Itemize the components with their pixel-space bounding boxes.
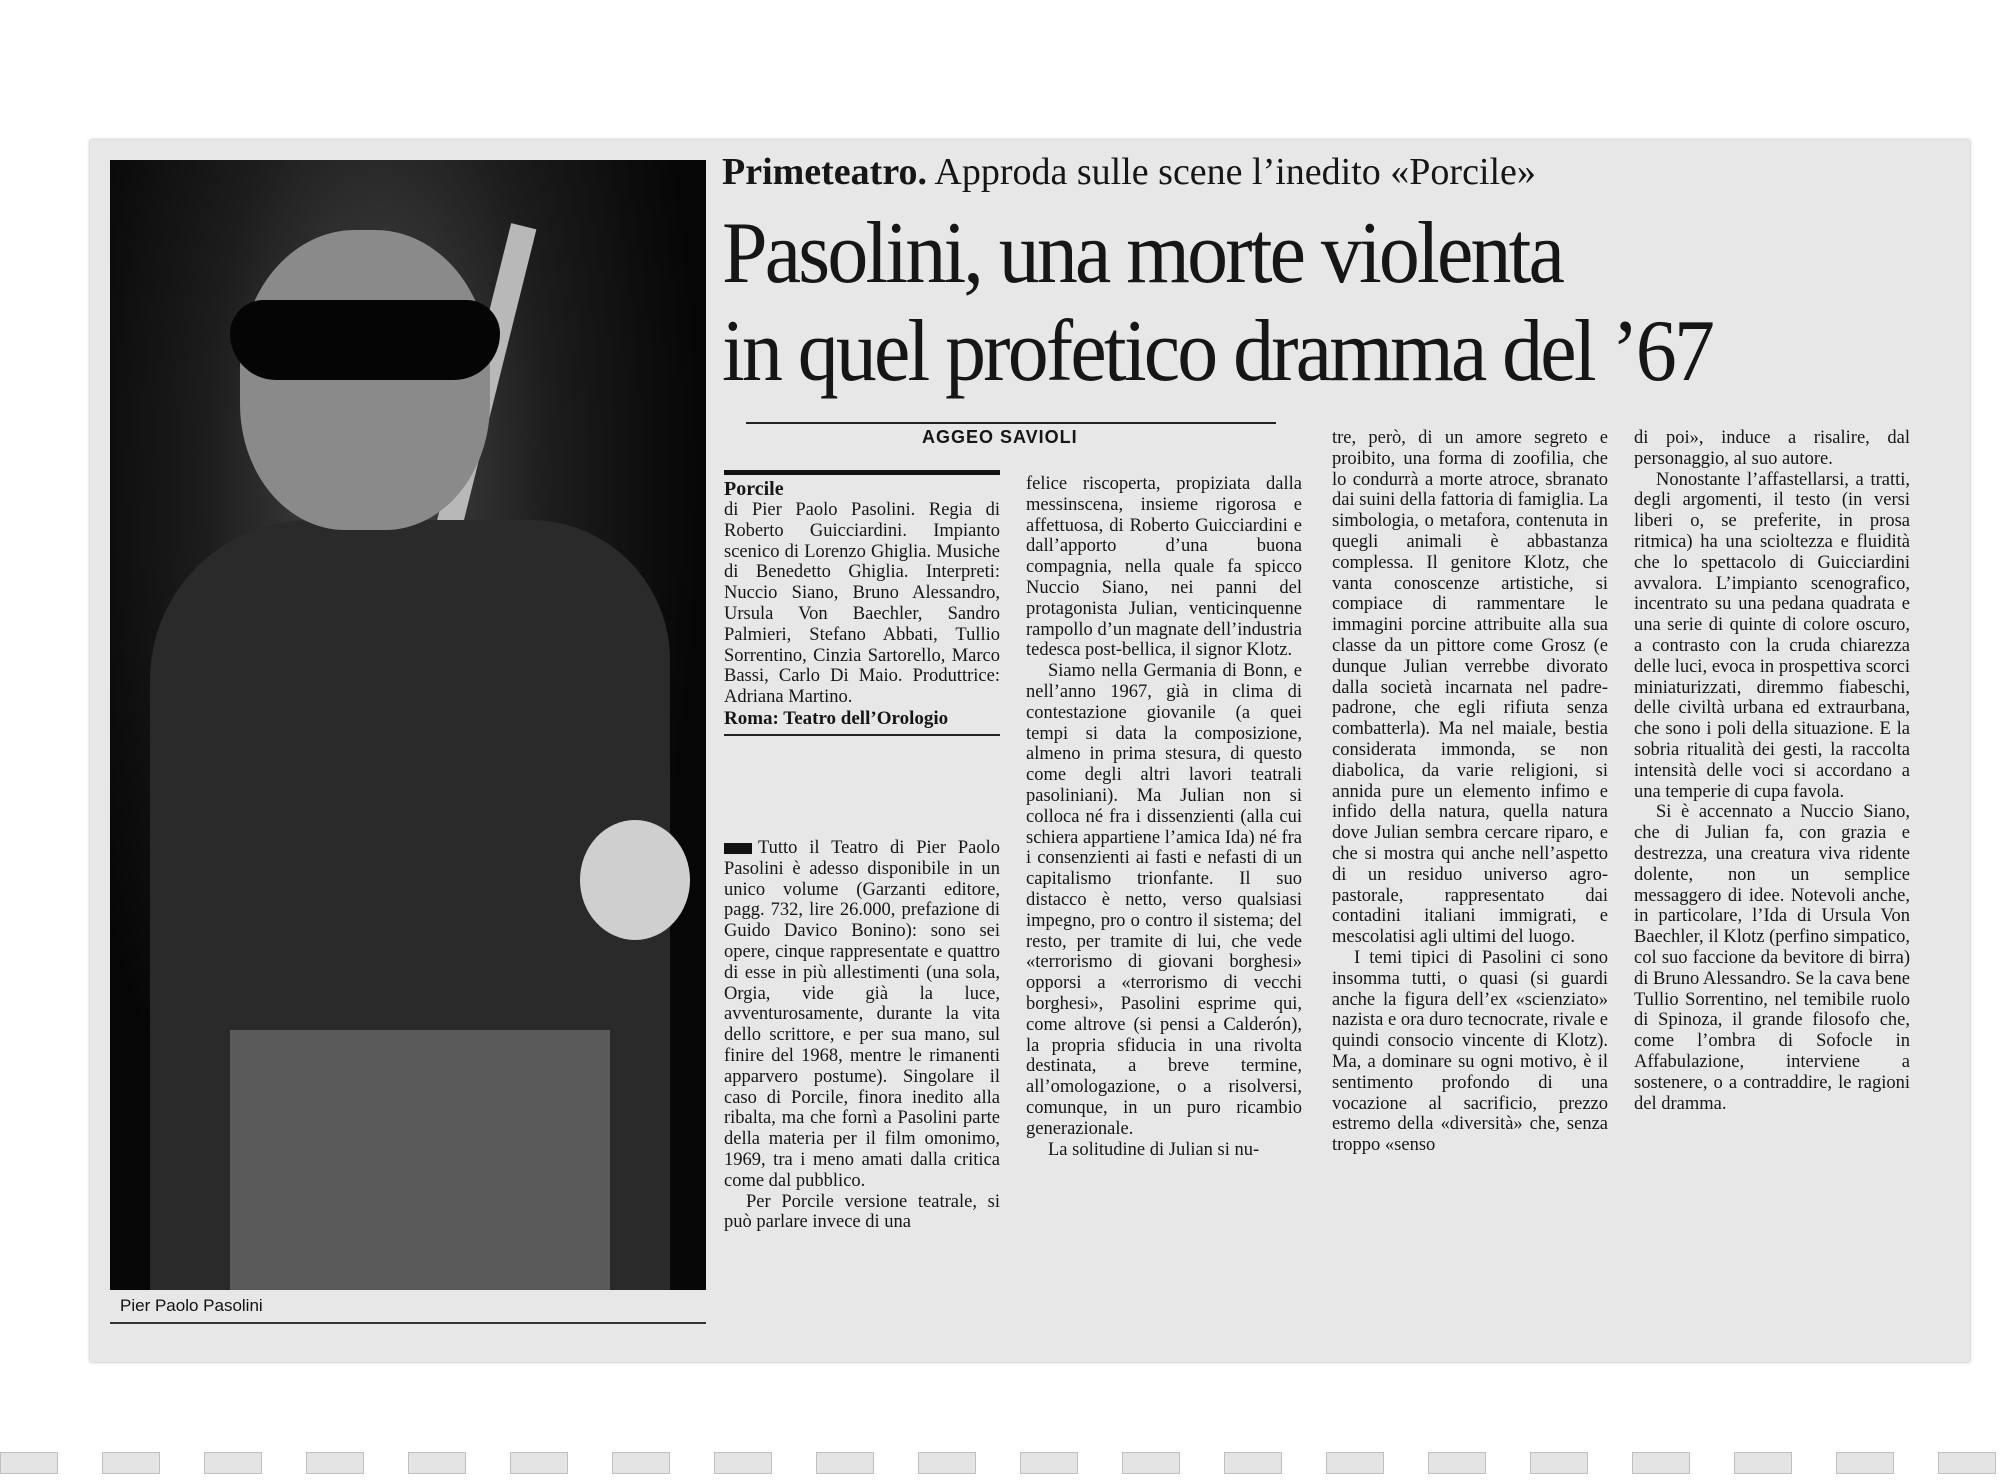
article-paragraph: tre, però, di un amore segreto e proibito, una forma di zoofilia, che lo condurrà a morte atroce, sbranato dai suini della fattoria di famiglia. La simbologia, o metafora, contenuta in quegli animali è abbastanza complessa. Il genitore Klotz, che vanta conoscenze artistiche, si compiace di rammentare le immagini porcine attribuite alla sua classe da un pittore come Grosz (e dunque Julian verrebbe divorato dalla società incarnata nel padre-padrone, che egli rifiuta senza combatterla). Ma nel maiale, bestia considerata immonda, se non diabolica, da varie religioni, si annida pure un elemento infimo e infido della natura, quella natura dove Julian sembra cercare riparo, e che si mostra qui anche nell’aspetto di un residuo universo agro-pastorale, rappresentato dai contadini italiani immigrati, e mescolatisi agli ultimi del luogo.	[1332, 428, 1608, 948]
binder-hole	[1428, 1452, 1486, 1474]
binder-hole	[918, 1452, 976, 1474]
binder-hole	[1326, 1452, 1384, 1474]
binder-hole	[816, 1452, 874, 1474]
binder-hole	[1836, 1452, 1894, 1474]
binder-holes	[0, 1452, 2000, 1474]
headline-rule	[746, 422, 1276, 424]
binder-hole	[1224, 1452, 1282, 1474]
binder-hole	[1122, 1452, 1180, 1474]
caption-rule	[110, 1322, 706, 1324]
info-box	[724, 470, 1000, 736]
kicker-text: Approda sulle scene l’inedito «Porcile»	[934, 151, 1536, 193]
article-column-2	[1026, 474, 1302, 1160]
binder-hole	[612, 1452, 670, 1474]
photo-sunglasses	[230, 300, 500, 380]
article-paragraph: felice riscoperta, propiziata dalla messinscena, insieme rigorosa e affettuosa, di Roberto Guicciardini e dall’apporto d’una buona compagnia, nella quale fa spicco Nuccio Siano, nei panni del protagonista Julian, venticinquenne rampollo d’un magnate dell’industria tedesca post-bellica, il signor Klotz.	[1026, 474, 1302, 661]
article-paragraph: Tutto il Teatro di Pier Paolo Pasolini è adesso disponibile in un unico volume (Garzanti editore, pagg. 732, lire 26.000, prefazione di Guido Davico Bonino): sono sei opere, cinque rappresentate e quattro di esse in più allestimenti (una sola, Orgia, vide già la luce, avventurosamente, durante la vita dello scrittore, e per sua mano, sul finire del 1968, mentre le rimanenti apparvero postume). Singolare il caso di Porcile, finora inedito alla ribalta, ma che fornì a Pasolini parte della materia per il film omonimo, 1969, tra i meno amati dalla critica come dal pubblico.	[724, 838, 1000, 1191]
kicker-section: Primeteatro.	[722, 151, 928, 193]
article-paragraph: Si è accennato a Nuccio Siano, che di Julian fa, con grazia e destrezza, una creatura viva ridente dolente, non un semplice messaggero di idee. Notevoli anche, in particolare, l’Ida di Ursula Von Baechler, il Klotz (perfino simpatico, col suo faccione da bevitore di birra) di Bruno Alessandro. Se la cava bene Tullio Sorrentino, nel temibile ruolo di Spinoza, il grande filosofo che, come l’ombra di Sofocle in Affabulazione, interviene a sostenere, o a contraddire, le ragioni del dramma.	[1634, 802, 1910, 1114]
article-paragraph: La solitudine di Julian si nu-	[1048, 1139, 1260, 1160]
headline-line-2: in quel profetico dramma del ’67	[722, 303, 1713, 400]
photo-figure-head	[240, 230, 490, 530]
binder-hole	[102, 1452, 160, 1474]
binder-hole	[0, 1452, 58, 1474]
article-paragraph: Per Porcile versione teatrale, si può parlare invece di una	[724, 1191, 1000, 1233]
info-box-title: Porcile	[724, 478, 784, 500]
binder-hole	[1530, 1452, 1588, 1474]
info-box-top-rule	[724, 470, 1000, 475]
lead-square-icon	[724, 843, 752, 854]
headline	[722, 205, 1712, 401]
article-column-3	[1332, 428, 1608, 1156]
byline: AGGEO SAVIOLI	[922, 427, 1078, 447]
binder-hole	[204, 1452, 262, 1474]
headline-line-1: Pasolini, una morte violenta	[722, 205, 1563, 302]
article-paragraph: Siamo nella Germania di Bonn, e nell’anno 1967, già in clima di contestazione giovanile (a quei tempi si data la composizione, almeno in prima stesura, di questo come degli altri lavori teatrali pasoliniani). Ma Julian non si colloca né fra i dissenzienti (alla cui schiera appartiene l’amica Ida) né fra i consenzienti ai fasti e nefasti di un capitalismo trionfante. Il suo distacco è netto, verso qualsiasi impegno, pro o contro il sistema; del resto, per tramite di lui, che vede «terrorismo di giovani borghesi» opporsi a «terrorismo di vecchi borghesi», Pasolini esprime qui, come altrove (si pensi a Calderón), la propria sfiducia in una rivolta destinata, a breve termine, all’omologazione, o a risolversi, comunque, in un puro ricambio generazionale.	[1026, 661, 1302, 1139]
photo-figure-legs	[230, 1030, 610, 1290]
article-paragraph: Nonostante l’affastellarsi, a tratti, degli argomenti, il testo (in versi liberi o, se preferite, in prosa ritmica) ha una scioltezza e fluidità che lo spettacolo di Guicciardini avvalora. L’impianto scenografico, incentrato su una pedana quadrata e una serie di quinte di colore oscuro, a contrasto con la cruda chiarezza delle luci, evoca in prospettiva scorci miniaturizzati, diremmo fiabeschi, delle civiltà urbana ed extraurbana, che sono i poli della situazione. E la sobria ritualità dei gesti, la raccolta intensità delle voci si accordano a una temperie di cupa favola.	[1634, 469, 1910, 802]
binder-hole	[714, 1452, 772, 1474]
info-box-bottom-rule	[724, 734, 1000, 736]
info-box-venue: Roma: Teatro dell’Orologio	[724, 707, 949, 729]
binder-hole	[1632, 1452, 1690, 1474]
info-box-credits: di Pier Paolo Pasolini. Regia di Roberto Guicciardini. Impianto scenico di Lorenzo Ghiglia. Musiche di Benedetto Ghiglia. Interpreti: Nuccio Siano, Bruno Alessandro, Ursula Von Baechler, Sandro Palmieri, Stefano Abbati, Tullio Sorrentino, Cinzia Sartorello, Marco Bassi, Carlo Di Maio. Produttrice: Adriana Martino.	[724, 500, 1000, 708]
article-paragraph: di poi», induce a risalire, dal personaggio, al suo autore.	[1634, 428, 1910, 469]
photo-fist	[580, 820, 690, 940]
binder-hole	[1734, 1452, 1792, 1474]
portrait-photo	[110, 160, 706, 1290]
binder-hole	[1020, 1452, 1078, 1474]
photo-caption: Pier Paolo Pasolini	[120, 1296, 263, 1315]
kicker	[722, 150, 1536, 194]
binder-hole	[1938, 1452, 1996, 1474]
binder-hole	[510, 1452, 568, 1474]
binder-hole	[306, 1452, 364, 1474]
article-column-4	[1634, 428, 1910, 1114]
article-paragraph: I temi tipici di Pasolini ci sono insomma tutti, o quasi (si guardi anche la figura dell’ex «scienziato» nazista e ora duro tecnocrate, rivale e quindi consocio vincente di Klotz). Ma, a dominare su ogni motivo, è il sentimento profondo di una vocazione al sacrificio, prezzo estremo della «diversità» che, senza troppo «senso	[1332, 947, 1608, 1156]
article-column-1	[724, 838, 1000, 1233]
binder-hole	[408, 1452, 466, 1474]
